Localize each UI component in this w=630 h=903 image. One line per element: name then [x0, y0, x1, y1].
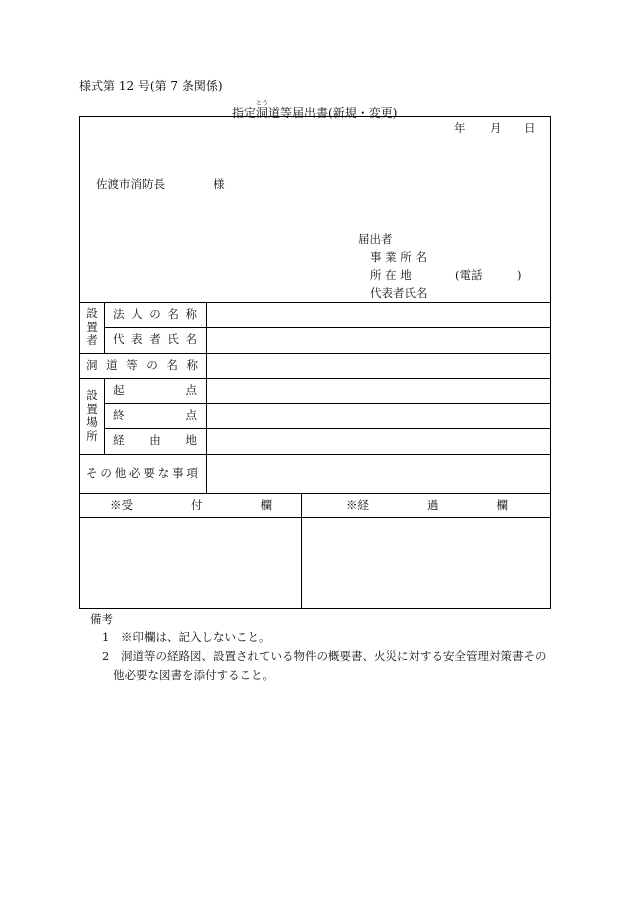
location-char: 場	[86, 415, 98, 429]
remark-number: 1	[102, 630, 110, 644]
notifier-office-label: 事 業 所 名	[370, 250, 427, 264]
label-char: 名	[167, 307, 179, 321]
label-char: 由	[149, 433, 161, 447]
label-char: 表	[131, 332, 143, 346]
location-char: 設	[86, 388, 98, 402]
title-prefix: 指定	[232, 106, 257, 120]
label-char: 氏	[167, 332, 179, 346]
label-char: の	[100, 466, 112, 480]
installer-char: 置	[86, 319, 98, 334]
installer-group-label	[83, 307, 101, 348]
addressee-name: 佐渡市消防長	[96, 177, 165, 191]
form-table	[79, 116, 551, 609]
other-matters-field[interactable]	[207, 455, 550, 493]
label-char: 名	[166, 358, 178, 372]
rep-name-label	[113, 334, 197, 346]
corp-name-field[interactable]	[207, 303, 550, 327]
label-char: 者	[149, 332, 161, 346]
header-char: ※経	[346, 498, 369, 512]
location-char: 所	[86, 428, 98, 443]
label-char: 地	[185, 433, 197, 447]
label-char: 代	[113, 332, 125, 346]
reception-column-header	[110, 500, 272, 512]
end-point-label	[113, 410, 197, 422]
remark-text: ※印欄は、記入しないこと。	[121, 630, 271, 644]
label-char: の	[146, 358, 158, 372]
notifier-phone-close: )	[517, 268, 522, 282]
label-char: 点	[185, 383, 197, 397]
label-char: 要	[143, 466, 155, 480]
tunnel-name-label	[86, 360, 198, 372]
label-char: の	[149, 307, 161, 321]
addressee-honorific: 様	[213, 177, 225, 191]
reception-box	[80, 518, 301, 608]
label-char: 経	[113, 433, 125, 447]
label-char: 他	[114, 466, 127, 480]
other-matters-label	[86, 468, 198, 480]
header-char: 欄	[260, 498, 272, 512]
date-day: 日	[524, 121, 536, 135]
header-char: 欄	[496, 498, 508, 512]
via-point-label	[113, 435, 197, 447]
corp-name-label	[113, 309, 197, 321]
notifier-phone-open: (電話	[455, 268, 483, 282]
label-char: 点	[185, 408, 197, 422]
notifier-location-label: 所 在 地	[370, 268, 412, 282]
installer-char: 者	[86, 333, 98, 347]
label-char: 等	[126, 358, 138, 372]
via-point-field[interactable]	[207, 429, 550, 453]
label-char: な	[157, 466, 170, 480]
remarks-heading: 備考	[90, 612, 113, 626]
title-suffix: 道等届出書(新規・変更)	[268, 106, 398, 120]
label-char: 称	[185, 307, 197, 321]
title-furigana: とう	[256, 100, 269, 107]
date-month: 月	[490, 121, 502, 135]
label-char: 起	[113, 383, 125, 397]
location-group-label	[83, 389, 101, 443]
column-divider	[104, 302, 105, 353]
label-char: 道	[106, 358, 118, 372]
notifier-representative-label: 代表者氏名	[370, 286, 428, 300]
label-char: 名	[185, 332, 197, 346]
rep-name-field[interactable]	[207, 328, 550, 352]
progress-column-header	[346, 500, 508, 512]
label-char: 終	[113, 408, 125, 422]
remark-text: 洞道等の経路図、設置されている物件の概要書、火災に対する安全管理対策書その	[121, 649, 547, 663]
label-char: 事	[172, 466, 184, 480]
label-char: 項	[186, 466, 198, 480]
notifier-label: 届出者	[358, 232, 393, 246]
start-point-label	[113, 385, 197, 397]
header-char: 付	[191, 498, 203, 512]
header-char: ※受	[110, 498, 133, 512]
label-char: 称	[186, 358, 198, 372]
remark-continuation: 他必要な図書を添付すること。	[113, 668, 274, 682]
location-char: 置	[86, 401, 98, 416]
header-char: 過	[427, 498, 439, 512]
remark-number: 2	[102, 649, 110, 663]
installer-char: 設	[86, 306, 98, 320]
label-char: 洞	[86, 358, 98, 372]
label-char: 人	[131, 307, 143, 321]
label-char: そ	[86, 466, 98, 480]
form-number: 様式第 12 号(第 7 条関係)	[79, 79, 223, 93]
column-divider	[104, 378, 105, 454]
label-char: 必	[129, 466, 141, 480]
label-char: 法	[113, 307, 125, 321]
start-point-field[interactable]	[207, 379, 550, 403]
progress-box	[302, 518, 550, 608]
row-divider	[80, 493, 550, 494]
date-year: 年	[454, 121, 466, 135]
tunnel-name-field[interactable]	[207, 354, 550, 378]
title-ruby-base: 洞	[256, 106, 269, 120]
end-point-field[interactable]	[207, 404, 550, 428]
